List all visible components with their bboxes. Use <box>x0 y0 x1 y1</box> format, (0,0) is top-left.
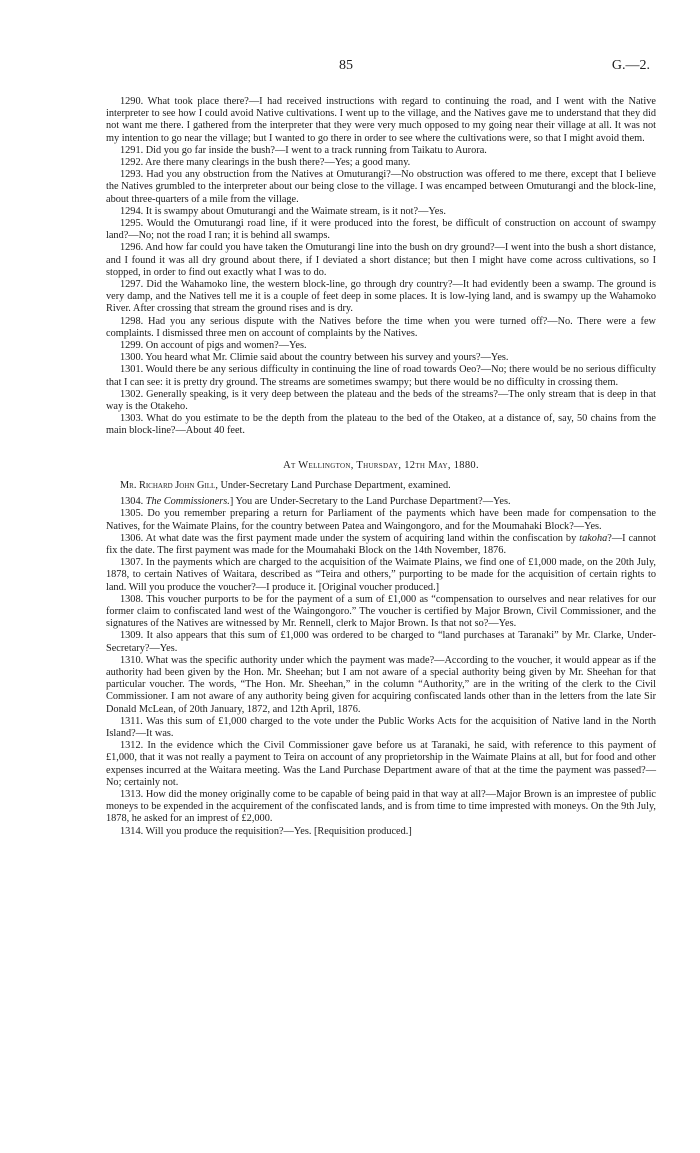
paragraph-1300: 1300. You heard what Mr. Climie said about the country between his survey and yours?—Yes. <box>120 352 509 364</box>
paragraph-1314: 1314. Will you produce the requisition?—Yes. [Requisition produced.] <box>120 825 412 837</box>
page-number: 85 <box>339 58 353 73</box>
paragraph-1299: 1299. On account of pigs and women?—Yes. <box>120 340 307 352</box>
paragraph-1311: 1311. Was this sum of £1,000 charged to the vote under the Public Works Acts for the acquisition of Native land in the North Island?—It was. <box>106 715 656 739</box>
paragraph-1310: 1310. What was the specific authority under which the payment was made?—According to the voucher, it would appear as if the authority had been given by the Hon. Mr. Sheehan; but I am not aware of a special authority being given by Mr. Sheehan for that particular voucher. The words, “The Hon. Mr. Sheehan,” in the column “Authority,” are in the writing of the clerk to the Civil Commissioner. I am not aware of any authority being given for acquiring confiscated lands other than in the letters from the late Sir Donald McLean, of 20th January, 1872, and 12th April, 1876. <box>106 654 656 715</box>
paragraph-1297: 1297. Did the Wahamoko line, the western block-line, go through dry country?—It had evidently been a swamp. The ground is very damp, and the Natives tell me it is a couple of feet deep in some places. It is low-lying land, and is swampy up the Wahamoko River. After crossing that stream the ground rises and is dry. <box>106 279 656 315</box>
paragraph-1292: 1292. Are there many clearings in the bush there?—Yes; a good many. <box>120 157 411 169</box>
witness-role: Under-Secretary Land Purchase Department, examined. <box>217 479 451 491</box>
witness-line <box>106 480 656 492</box>
paragraph-1309: 1309. It also appears that this sum of £1,000 was ordered to be charged to “land purchases at Taranaki” by Mr. Clarke, Under-Secretary?—Yes. <box>106 630 656 654</box>
paragraph-1306-term: takoha <box>579 532 608 544</box>
witness-name: Mr. Richard John Gill, <box>120 479 218 491</box>
paragraph-1290: 1290. What took place there?—I had received instructions with regard to continuing the road, and I went with the Native interpreter to see how I could avoid Native cultivations. I went up to the village, and the Natives gave me to understand that they did not want me there. I gathered from the interpreter that they were very much opposed to my going near their village at all. It was not my intention to go near the village; but I wanted to go there in order to see where the cultivations were, so that I might avoid them. <box>106 96 656 144</box>
paragraph-1294: 1294. It is swampy about Omuturangi and the Waimate stream, is it not?—Yes. <box>120 205 446 217</box>
paragraph-1305: 1305. Do you remember preparing a return for Parliament of the payments which have been made for compensation to the Natives, for the Waimate Plains, for the country between Patea and Waingongoro, and for the Moumahaki Block?—Yes. <box>106 508 656 532</box>
paragraph-1293: 1293. Had you any obstruction from the Natives at Omuturangi?—No obstruction was offered to me there, except that I believe the Natives grumbled to the interpreter about our being close to the village. I was encamped between Omuturangi and the block-line, about three-quarters of a mile from the village. <box>106 169 656 205</box>
paragraph-1304-text: ] You are Under-Secretary to the Land Purchase Department?—Yes. <box>229 496 511 508</box>
paragraph-1295: 1295. Would the Omuturangi road line, if it were produced into the forest, be difficult of construction on account of swampy land?—No; not the road I ran; it is behind all swamps. <box>106 218 656 242</box>
paragraph-1304 <box>106 496 656 508</box>
paragraph-1306-rest: ?—I cannot fix the date. The first payment was made for the Moumahaki Block on the 14th November, 1876. <box>106 532 656 556</box>
paragraph-1302: 1302. Generally speaking, is it very deep between the plateau and the beds of the streams?—The only stream that is deep in that way is the Otakeho. <box>106 388 656 413</box>
paragraph-1304-number: 1304. <box>120 496 146 508</box>
paragraph-1306 <box>106 533 656 557</box>
paragraph-1312: 1312. In the evidence which the Civil Commissioner gave before us at Taranaki, he said, with reference to this payment of £1,000, that it was not really a payment to Teira on account of any proprietorship in the Waimate Plains at all, but for food and other expenses incurred at the Waitara meeting. Was the Land Purchase Department aware of that at the time the payment was passed?—No; certainly not. <box>106 740 656 788</box>
paragraph-1308: 1308. This voucher purports to be for the payment of a sum of £1,000 as “compensation to ourselves and near relatives for our former claim to confiscated land west of the Waingongoro.” The voucher is certified by Major Brown, Civil Commissioner, and the signatures of the Natives are witnessed by Mr. Rennell, clerk to Major Brown. Is that not so?—Yes. <box>106 593 656 630</box>
session-heading: At Wellington, Thursday, 12th May, 1880. <box>283 459 479 471</box>
paragraph-1303: 1303. What do you estimate to be the depth from the plateau to the bed of the Otakeo, at a distance of, say, 50 chains from the main block-line?—About 40 feet. <box>106 413 656 437</box>
document-reference: G.—2. <box>611 58 650 73</box>
paragraph-1301: 1301. Would there be any serious difficulty in continuing the line of road towards Oeo?—No; there would be no serious difficulty that I can see: it is pretty dry ground. The streams are sometimes swampy; but there would be no difficulty in crossing them. <box>106 364 656 388</box>
document-body <box>106 96 656 838</box>
paragraph-1306-start: 1306. At what date was the first payment made under the system of acquiring land within the confiscation by <box>120 532 580 544</box>
page-header <box>0 58 700 78</box>
paragraph-1296: 1296. And how far could you have taken the Omuturangi line into the bush on dry ground?—I went into the bush a short distance, and I found it was all dry ground about there, if I deviated a short distance; but then I might have come across cultivations, so I stopped, in order to find out exactly what I was to do. <box>106 242 656 278</box>
paragraph-1291: 1291. Did you go far inside the bush?—I went to a track running from Taikatu to Aurora. <box>120 144 487 156</box>
paragraph-1298: 1298. Had you any serious dispute with the Natives before the time when you were turned off?—No. There were a few complaints. I dismissed three men on account of complaints by the Natives. <box>106 315 656 339</box>
paragraph-1307: 1307. In the payments which are charged to the acquisition of the Waimate Plains, we find one of £1,000 made, on the 20th July, 1878, to certain Natives of Waitara, described as “Teira and others,” purporting to be made for the acquisition of certain rights to land. Will you produce the voucher?—I produce it. [Original voucher produced.] <box>106 557 656 593</box>
paragraph-1304-speaker: The Commissioners. <box>145 496 230 508</box>
paragraph-1313: 1313. How did the money originally come to be capable of being paid in that way at all?—Major Brown is an imprestee of public moneys to be expended in the acquirement of the confiscated lands, and is from time to time imprested with moneys. On the 9th July, 1878, he asked for an imprest of £2,000. <box>106 788 656 825</box>
